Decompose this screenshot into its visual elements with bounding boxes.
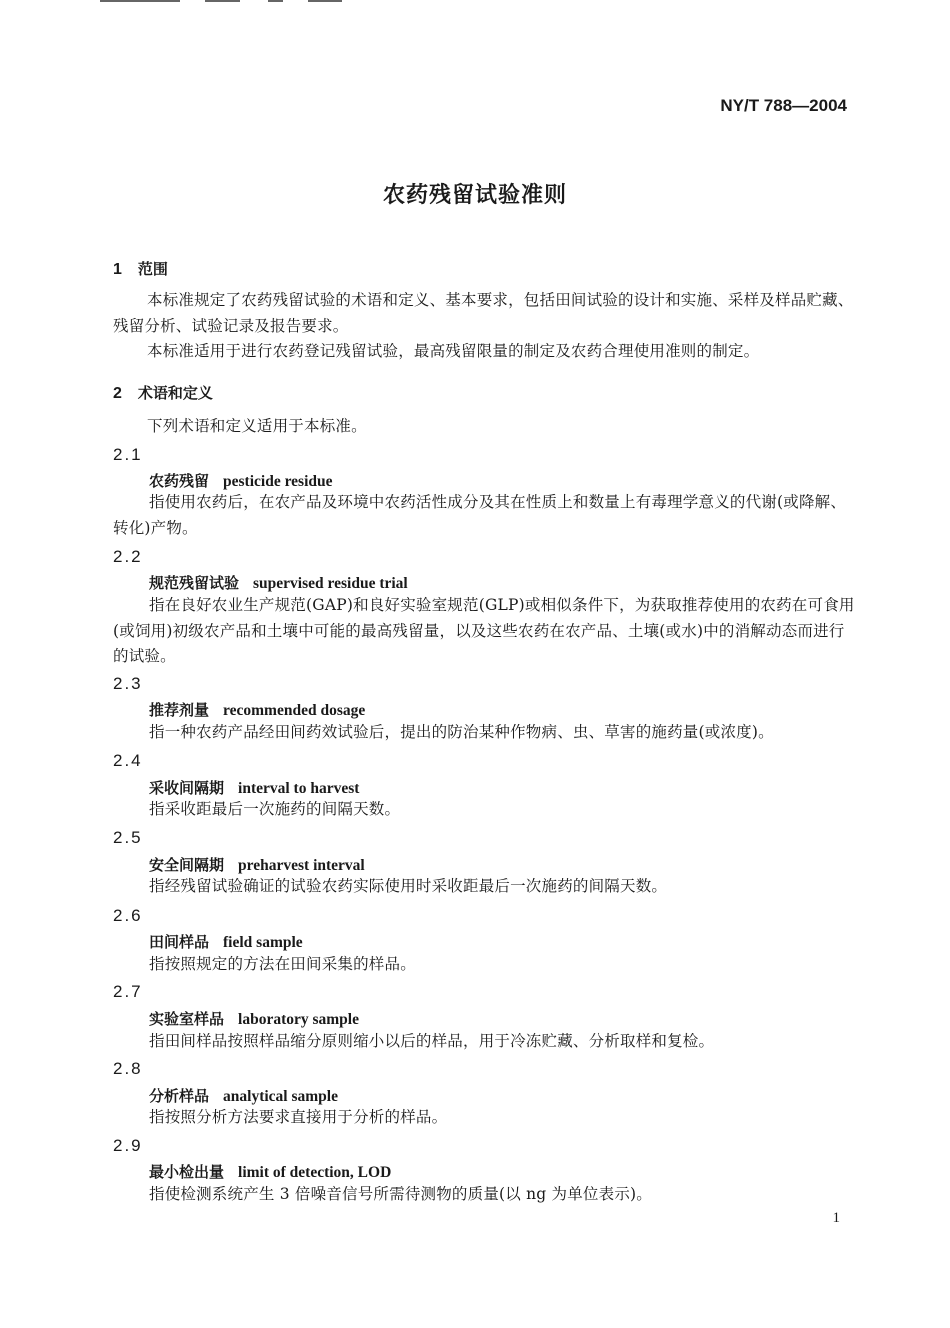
section-1-paragraph-1: 本标准规定了农药残留试验的术语和定义、基本要求，包括田间试验的设计和实施、采样及样品贮藏、残留分析、试验记录及报告要求。 — [113, 291, 854, 335]
scan-edge-mark — [100, 0, 180, 2]
term-english: limit of detection, LOD — [238, 1164, 392, 1181]
section-1-paragraph-2: 本标准适用于进行农药登记残留试验，最高残留限量的制定及农药合理使用准则的制定。 — [147, 342, 760, 360]
section-1-heading — [113, 258, 168, 279]
term-english: preharvest interval — [238, 857, 365, 874]
term-number: 2.6 — [113, 906, 143, 925]
term-heading — [149, 1008, 359, 1029]
term-definition: 指在良好农业生产规范(GAP)和良好实验室规范(GLP)或相似条件下，为获取推荐使用的农药在可食用(或饲用)初级农产品和土壤中可能的最高残留量，以及这些农药在农产品、土壤(或水)中的消解动态而进行的试验。 — [113, 596, 855, 665]
scan-edge-mark — [268, 0, 283, 2]
term-english: pesticide residue — [223, 473, 333, 490]
term-english: interval to harvest — [238, 780, 360, 797]
term-number: 2.1 — [113, 445, 143, 464]
term-english: supervised residue trial — [253, 575, 408, 592]
term-chinese: 推荐剂量 — [149, 701, 210, 719]
term-heading — [149, 699, 365, 720]
term-number: 2.5 — [113, 828, 143, 847]
term-number: 2.9 — [113, 1136, 143, 1155]
term-definition: 指田间样品按照样品缩分原则缩小以后的样品，用于冷冻贮藏、分析取样和复检。 — [149, 1032, 715, 1050]
page-number: 1 — [832, 1210, 840, 1226]
term-definition: 指按照分析方法要求直接用于分析的样品。 — [149, 1108, 448, 1126]
page-title: 农药残留试验准则 — [382, 183, 567, 208]
term-number: 2.2 — [113, 547, 143, 566]
term-definition: 指使用农药后，在农产品及环境中农药活性成分及其在性质上和数量上有毒理学意义的代谢(或降解、转化)产物。 — [113, 493, 847, 537]
term-number: 2.8 — [113, 1059, 143, 1078]
term-chinese: 最小检出量 — [149, 1163, 225, 1181]
term-number: 2.7 — [113, 982, 143, 1001]
term-number: 2.4 — [113, 751, 143, 770]
term-english: recommended dosage — [223, 702, 366, 719]
standard-code: NY/T 788—2004 — [720, 96, 847, 115]
term-chinese: 农药残留 — [149, 472, 210, 490]
term-chinese: 分析样品 — [149, 1087, 210, 1105]
section-title: 术语和定义 — [137, 384, 213, 402]
section-number: 1 — [113, 261, 122, 278]
term-definition: 指按照规定的方法在田间采集的样品。 — [149, 955, 416, 973]
term-chinese: 田间样品 — [149, 933, 210, 951]
term-heading — [149, 470, 333, 491]
term-definition: 指一种农药产品经田间药效试验后，提出的防治某种作物病、虫、草害的施药量(或浓度)。 — [149, 723, 774, 741]
term-chinese: 采收间隔期 — [149, 779, 225, 797]
scan-edge-mark — [205, 0, 240, 2]
section-2-heading — [113, 382, 213, 403]
section-title: 范围 — [137, 260, 168, 278]
term-heading — [149, 572, 408, 593]
term-heading — [149, 854, 365, 875]
term-heading — [149, 1161, 391, 1182]
term-number: 2.3 — [113, 674, 143, 693]
term-english: field sample — [223, 934, 303, 951]
term-heading — [149, 1085, 338, 1106]
term-heading — [149, 777, 359, 798]
term-chinese: 安全间隔期 — [149, 856, 225, 874]
scan-edge-mark — [308, 0, 342, 2]
term-definition: 指使检测系统产生 3 倍噪音信号所需待测物的质量(以 ng 为单位表示)。 — [149, 1185, 652, 1203]
term-definition: 指经残留试验确证的试验农药实际使用时采收距最后一次施药的间隔天数。 — [149, 877, 668, 895]
term-chinese: 规范残留试验 — [149, 574, 240, 592]
section-2-intro: 下列术语和定义适用于本标准。 — [147, 417, 367, 435]
term-english: analytical sample — [223, 1088, 338, 1105]
term-heading — [149, 931, 303, 952]
term-definition: 指采收距最后一次施药的间隔天数。 — [149, 800, 401, 818]
section-number: 2 — [113, 385, 122, 402]
term-chinese: 实验室样品 — [149, 1010, 225, 1028]
term-english: laboratory sample — [238, 1011, 359, 1028]
